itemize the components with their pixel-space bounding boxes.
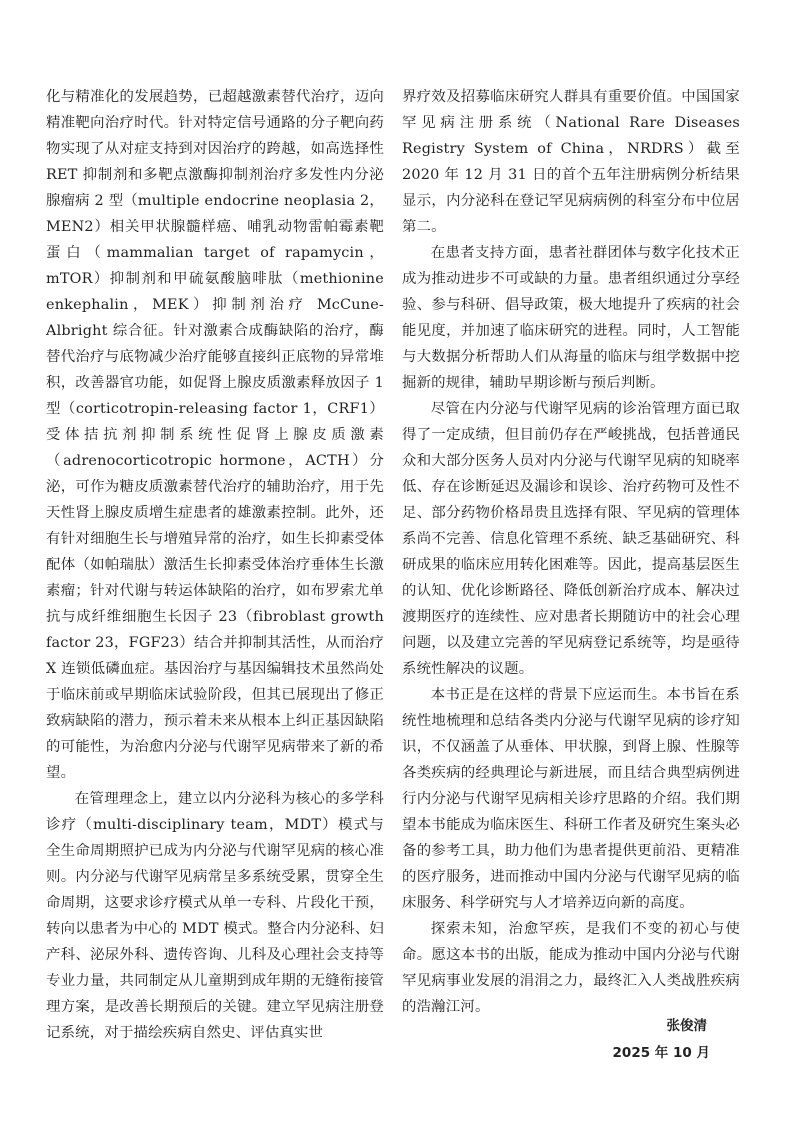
signature-date: 2025 年 10 月: [612, 1045, 710, 1061]
left-column: [46, 84, 384, 1046]
paragraph-management: 在管理理念上，建立以内分泌科为核心的多学科诊疗（multi-disciplinary team，MDT）模式与全生命周期照护已成为内分泌与代谢罕见病的核心准则。内分泌与代谢罕见病常呈多系统受累，贯穿全生命周期，这要求诊疗模式从单一专科、片段化干预，转向以患者为中心的 MDT 模式。整合内分泌科、妇产科、泌尿外科、遗传咨询、儿科及心理社会支持等专业力量，共同制定从儿童期到成年期的无缝衔接管理方案，是改善长期预后的关键。建立罕见病注册登记系统，对于描绘疾病自然史、评估真实世: [46, 791, 384, 1041]
paragraph-continued-registry: 界疗效及招募临床研究人群具有重要价值。中国国家罕见病注册系统（National Rare Diseases Registry System of China，NRDRS）截至 2020 年 12 月 31 日的首个五年注册病例分析结果显示，内分泌科在登记罕见病病例的科室分布中位居第二。: [402, 89, 740, 235]
paragraph-closing: 探索未知，治愈罕疾，是我们不变的初心与使命。愿这本书的出版，能成为推动中国内分泌与代谢罕见病事业发展的涓涓之力，最终汇入人类战胜疾病的浩瀚江河。: [402, 921, 740, 1015]
paragraph-challenges: 尽管在内分泌与代谢罕见病的诊治管理方面已取得了一定成绩，但目前仍存在严峻挑战，包括普通民众和大部分医务人员对内分泌与代谢罕见病的知晓率低、存在诊断延迟及漏诊和误诊、治疗药物可及性不足、部分药物价格昂贵且选择有限、罕见病的管理体系尚不完善、信息化管理不系统、缺乏基础研究、科研成果的临床应用转化困难等。因此，提高基层医生的认知、优化诊断路径、降低创新治疗成本、解决过渡期医疗的连续性、应对患者长期随访中的社会心理问题，以及建立完善的罕见病登记系统等，均是亟待系统性解决的议题。: [402, 401, 740, 677]
signature-author: 张俊清: [666, 1018, 707, 1034]
paragraph-continued: 化与精准化的发展趋势，已超越激素替代治疗，迈向精准靶向治疗时代。针对特定信号通路的分子靶向药物实现了从对症支持到对因治疗的跨越，如高选择性 RET 抑制剂和多靶点激酶抑制剂治疗多发性内分泌腺瘤病 2 型（multiple endocrine neoplasia 2，MEN2）相关甲状腺髓样癌、哺乳动物雷帕霉素靶蛋白（mammalian target of rapamycin，mTOR）抑制剂和甲硫氨酸脑啡肽（methionine enkephalin，MEK）抑制剂治疗 McCune-Albright 综合征。针对激素合成酶缺陷的治疗，酶替代治疗与底物减少治疗能够直接纠正底物的异常堆积，改善器官功能，如促肾上腺皮质激素释放因子 1 型（corticotropin-releasing factor 1，CRF1）受体拮抗剂抑制系统性促肾上腺皮质激素（adrenocorticotropic hormone，ACTH）分泌，可作为糖皮质激素替代治疗的辅助治疗，用于先天性肾上腺皮质增生症患者的雄激素控制。此外，还有针对细胞生长与增殖异常的治疗，如生长抑素受体配体（如帕瑞肽）激活生长抑素受体治疗垂体生长激素瘤；针对代谢与转运体缺陷的治疗，如布罗索尤单抗与成纤维细胞生长因子 23（fibroblast growth factor 23，FGF23）结合并抑制其活性，从而治疗 X 连锁低磷血症。基因治疗与基因编辑技术虽然尚处于临床前或早期临床试验阶段，但其已展现出了修正致病缺陷的潜力，预示着未来从根本上纠正基因缺陷的可能性，为治愈内分泌与代谢罕见病带来了新的希望。: [46, 89, 384, 781]
paragraph-patient-support: 在患者支持方面，患者社群团体与数字化技术正成为推动进步不可或缺的力量。患者组织通过分享经验、参与科研、倡导政策，极大地提升了疾病的社会能见度，并加速了临床研究的进程。同时，人工智能与大数据分析帮助人们从海量的临床与组学数据中挖掘新的规律，辅助早期诊断与预后判断。: [402, 245, 740, 391]
right-column: [402, 84, 740, 1020]
paragraph-book-purpose: 本书正是在这样的背景下应运而生。本书旨在系统性地梳理和总结各类内分泌与代谢罕见病的诊疗知识，不仅涵盖了从垂体、甲状腺，到肾上腺、性腺等各类疾病的经典理论与新进展，而且结合典型病例进行内分泌与代谢罕见病相关诊疗思路的介绍。我们期望本书能成为临床医生、科研工作者及研究生案头必备的参考工具，助力他们为患者提供更前沿、更精准的医疗服务，进而推动中国内分泌与代谢罕见病的临床服务、科学研究与人才培养迈向新的高度。: [402, 687, 740, 911]
